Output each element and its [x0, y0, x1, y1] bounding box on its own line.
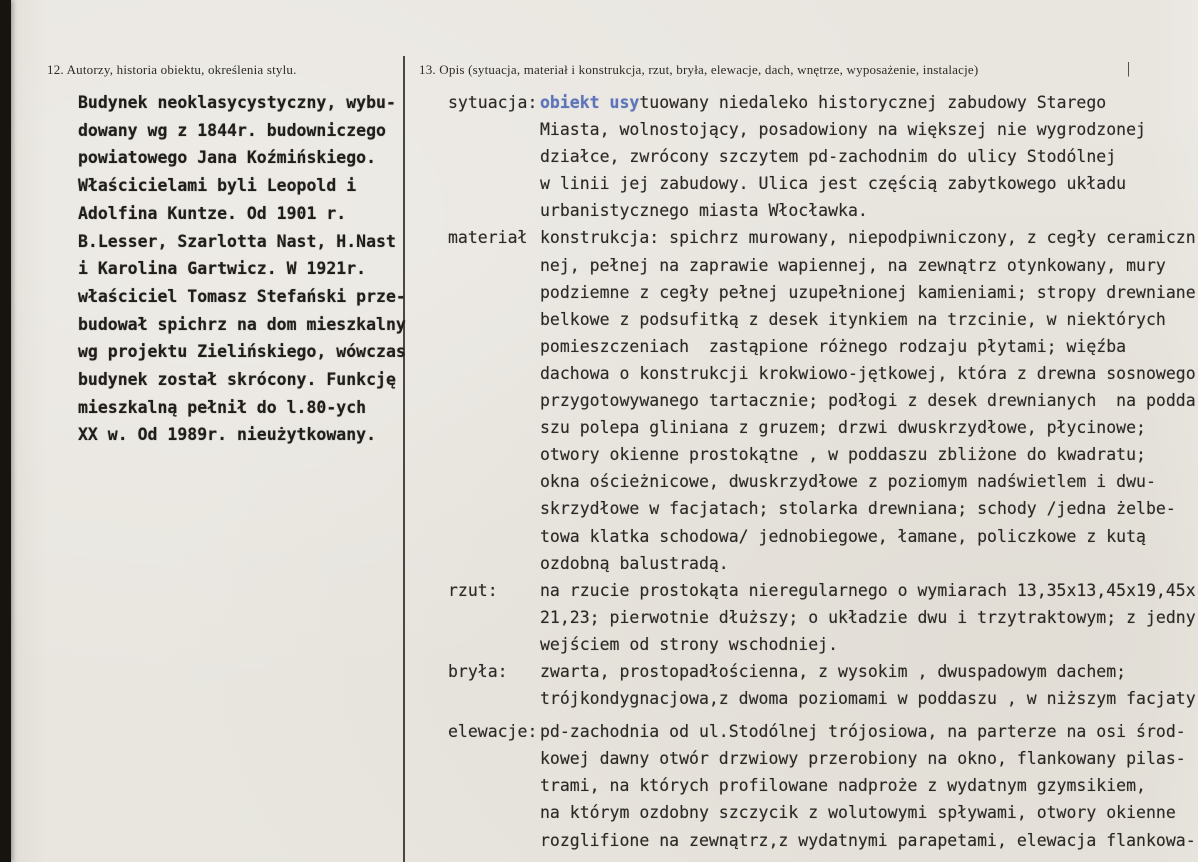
entry-label-rzut: rzut: [448, 580, 498, 600]
typed-line: działce, zwrócony szczytem pd-zachodnim do ulicy Stodólnej [540, 147, 1117, 167]
typed-line: belkowe z podsufitką z desek itynkiem na trzcinie, w niektórych [540, 309, 1166, 329]
typed-line: pd-zachodnia od ul.Stodólnej trójosiowa, na parterze na osi środ- [540, 722, 1186, 742]
entry-material-konstrukcja [448, 224, 1198, 576]
typed-line: Właścicielami byli Leopold i [78, 176, 357, 196]
entry-bryla [448, 658, 1198, 712]
typed-line: Miasta, wolnostojący, posadowiony na większej nie wygrodzonej [540, 120, 1146, 140]
typed-line: trójkondygnacjowa,z dwoma poziomami w poddaszu , w niższym facjaty [540, 689, 1196, 709]
entry-label-sytuacja: sytuacja: [448, 93, 538, 112]
accent-text: obiekt usy [540, 93, 640, 112]
section-12-body [78, 89, 418, 449]
typed-line: dowany wg z 1844r. budowniczego [78, 120, 386, 140]
typed-line: B.Lesser, Szarlotta Nast, H.Nast [78, 231, 396, 251]
typed-line: na którym ozdobny szczycik z wolutowymi spływami, otwory okienne [540, 803, 1176, 823]
entry-label-material-konstrukcja: materiał [448, 228, 528, 248]
typed-line: Adolfina Kuntze. Od 1901 r. [78, 203, 347, 223]
section-13-header: 13. Opis (sytuacja, materiał i konstrukcja, rzut, bryła, elewacje, dach, wnętrze, wyposażenie, instalacje) [419, 62, 979, 77]
typed-line: podziemne z cegły pełnej uzupełnionej kamieniami; stropy drewniane [540, 282, 1196, 302]
typed-line: konstrukcja: spichrz murowany, niepodpiwniczony, z cegły ceramiczn [540, 228, 1196, 248]
margin-mark: | [1127, 60, 1131, 77]
typed-line: 21,23; pierwotnie dłuższy; o układzie dwu i trzytraktowym; z jedny [540, 607, 1196, 627]
typed-line: okna ościeżnicowe, dwuskrzydłowe z poziomym nadświetlem i dwu- [540, 472, 1156, 492]
entry-rzut [448, 577, 1198, 658]
typed-line: Budynek neoklasycystyczny, wybu- [78, 93, 396, 112]
typed-line: towa klatka schodowa/ jednobiegowe, łamane, policzkowe z kutą [540, 526, 1146, 546]
entry-label-bryla: bryła: [448, 661, 508, 681]
typed-line: przygotowywanego tartacznie; podłogi z desek drewnianych na podda [540, 391, 1196, 411]
typed-line: właściciel Tomasz Stefański prze- [78, 286, 406, 306]
entry-label-elewacje: elewacje: [448, 722, 538, 742]
typed-line: budował spichrz na dom mieszkalny [78, 314, 406, 334]
typed-line: skrzydłowe w facjatach; stolarka drewniana; schody /jedna żelbe- [540, 499, 1176, 519]
typed-line: dachowa o konstrukcji krokwiowo-jętkowej, która z drewna sosnowego [540, 363, 1196, 383]
typed-line: na rzucie prostokąta nieregularnego o wymiarach 13,35x13,45x19,45x [540, 580, 1196, 600]
typed-line: i Karolina Gartwicz. W 1921r. [78, 259, 367, 279]
typed-line: mieszkalną pełnił do l.80-ych [78, 397, 367, 417]
typed-line: urbanistycznego miasta Włocławka. [540, 201, 868, 221]
entry-sytuacja [448, 89, 1198, 224]
section-12-header: 12. Autorzy, historia obiektu, określenia stylu. [47, 62, 297, 77]
typed-line: kowej dawny otwór drzwiowy przerobiony na okno, flankowany pilas- [540, 749, 1186, 769]
typed-line: powiatowego Jana Koźmińskiego. [78, 148, 377, 168]
typed-line: budynek został skrócony. Funkcję [78, 370, 396, 390]
typed-line: trami, na których profilowane nadproże z wydatnym gzymsikiem, [540, 776, 1146, 796]
typed-line: wejściem od strony wschodniej. [540, 634, 839, 654]
typed-line: ozdobną balustradą. [540, 553, 729, 573]
typed-line: wg projektu Zielińskiego, wówczas [78, 342, 406, 362]
typed-line: nej, pełnej na zaprawie wapiennej, na zewnątrz otynkowany, mury [540, 255, 1166, 275]
typed-line: rozglifione na zewnątrz,z wydatnymi parapetami, elewacja flankowa- [540, 830, 1196, 850]
typed-line: zwarta, prostopadłościenna, z wysokim , dwuspadowym dachem; [540, 661, 1127, 681]
scan-edge-left [0, 0, 11, 862]
section-13-body [448, 89, 1198, 854]
typed-line: szu polepa gliniana z gruzem; drzwi dwuskrzydłowe, płycinowe; [540, 418, 1146, 438]
typed-line: pomieszczeniach zastąpione różnego rodzaju płytami; więźba [540, 336, 1127, 356]
entry-elewacje [448, 718, 1198, 853]
typed-line: w linii jej zabudowy. Ulica jest częścią zabytkowego układu [540, 174, 1127, 194]
typed-line: otwory okienne prostokątne , w poddaszu zbliżone do kwadratu; [540, 445, 1146, 465]
typed-line: XX w. Od 1989r. nieużytkowany. [78, 425, 377, 445]
typed-line: obiekt usytuowany niedaleko historycznej zabudowy Starego [540, 93, 1107, 112]
